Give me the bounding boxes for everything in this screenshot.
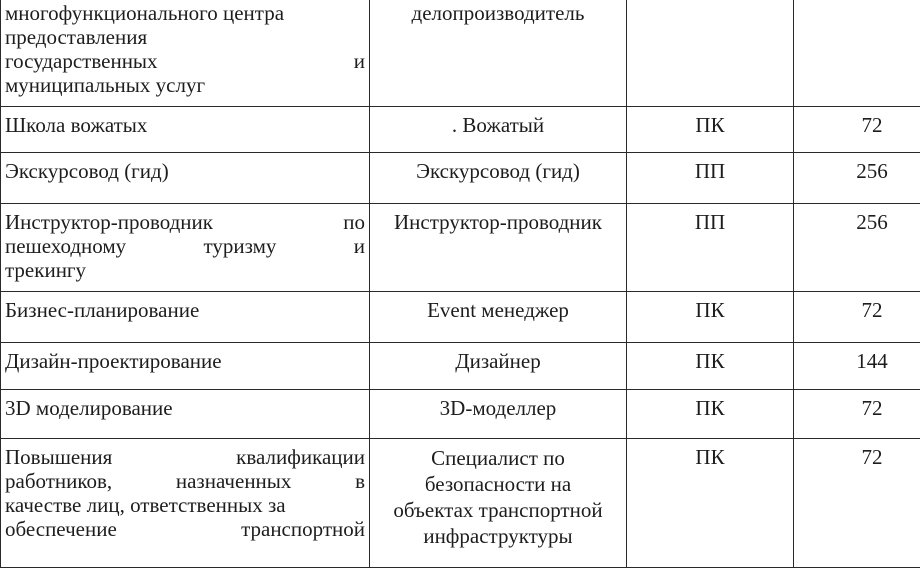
hours-cell: 256 bbox=[794, 204, 920, 292]
program-kind-cell: ПК bbox=[627, 439, 794, 568]
program-kind-cell: ПК bbox=[627, 390, 794, 439]
table-row bbox=[1, 292, 920, 343]
hours-cell bbox=[794, 0, 920, 107]
program-name-line: Школа вожатых bbox=[5, 113, 365, 137]
profession-cell: Экскурсовод (гид) bbox=[370, 153, 627, 204]
profession-line: объектах транспортной bbox=[374, 497, 622, 523]
table-row bbox=[1, 107, 920, 153]
program-name-cell bbox=[1, 107, 370, 153]
program-kind-cell bbox=[627, 0, 794, 107]
program-kind-cell: ПК bbox=[627, 107, 794, 153]
program-name-line: пешеходному туризму и bbox=[5, 234, 365, 258]
program-name-cell bbox=[1, 204, 370, 292]
profession-cell: 3D-моделлер bbox=[370, 390, 627, 439]
program-name-cell bbox=[1, 0, 370, 107]
table-row bbox=[1, 439, 920, 568]
program-name-line: обеспечение транспортной bbox=[5, 517, 365, 541]
hours-cell: 144 bbox=[794, 343, 920, 390]
profession-cell: . Вожатый bbox=[370, 107, 627, 153]
program-name-line: многофункционального центра bbox=[5, 1, 365, 25]
table-row bbox=[1, 343, 920, 390]
hours-cell: 256 bbox=[794, 153, 920, 204]
table-row bbox=[1, 390, 920, 439]
profession-cell: Event менеджер bbox=[370, 292, 627, 343]
profession-line: Специалист по bbox=[374, 445, 622, 471]
program-name-line: качестве лиц, ответственных за bbox=[5, 493, 365, 517]
program-name-line: Инструктор-проводник по bbox=[5, 210, 365, 234]
table-row bbox=[1, 0, 920, 107]
hours-cell: 72 bbox=[794, 390, 920, 439]
program-name-cell bbox=[1, 343, 370, 390]
hours-cell: 72 bbox=[794, 439, 920, 568]
program-name-line: Дизайн-проектирование bbox=[5, 349, 365, 373]
program-kind-cell: ПК bbox=[627, 343, 794, 390]
hours-cell: 72 bbox=[794, 107, 920, 153]
program-kind-cell: ПП bbox=[627, 204, 794, 292]
profession-cell bbox=[370, 439, 627, 568]
program-name-cell bbox=[1, 153, 370, 204]
program-name-line: работников, назначенных в bbox=[5, 469, 365, 493]
table-row bbox=[1, 204, 920, 292]
program-name-cell bbox=[1, 292, 370, 343]
program-kind-cell: ПК bbox=[627, 292, 794, 343]
program-name-line: трекингу bbox=[5, 258, 365, 282]
program-name-line: предоставления bbox=[5, 25, 365, 49]
program-name-line: муниципальных услуг bbox=[5, 73, 365, 97]
profession-cell: Инструктор-проводник bbox=[370, 204, 627, 292]
program-name-line: Повышения квалификации bbox=[5, 445, 365, 469]
program-name-line: Экскурсовод (гид) bbox=[5, 159, 365, 183]
hours-cell: 72 bbox=[794, 292, 920, 343]
program-name-line: государственных и bbox=[5, 49, 365, 73]
profession-cell: Дизайнер bbox=[370, 343, 627, 390]
program-name-line: Бизнес-планирование bbox=[5, 298, 365, 322]
profession-line: безопасности на bbox=[374, 471, 622, 497]
profession-cell: делопроизводитель bbox=[370, 0, 627, 107]
program-name-line: 3D моделирование bbox=[5, 396, 365, 420]
program-name-cell bbox=[1, 439, 370, 568]
program-name-cell bbox=[1, 390, 370, 439]
profession-line: инфраструктуры bbox=[374, 523, 622, 549]
table-row bbox=[1, 153, 920, 204]
program-kind-cell: ПП bbox=[627, 153, 794, 204]
